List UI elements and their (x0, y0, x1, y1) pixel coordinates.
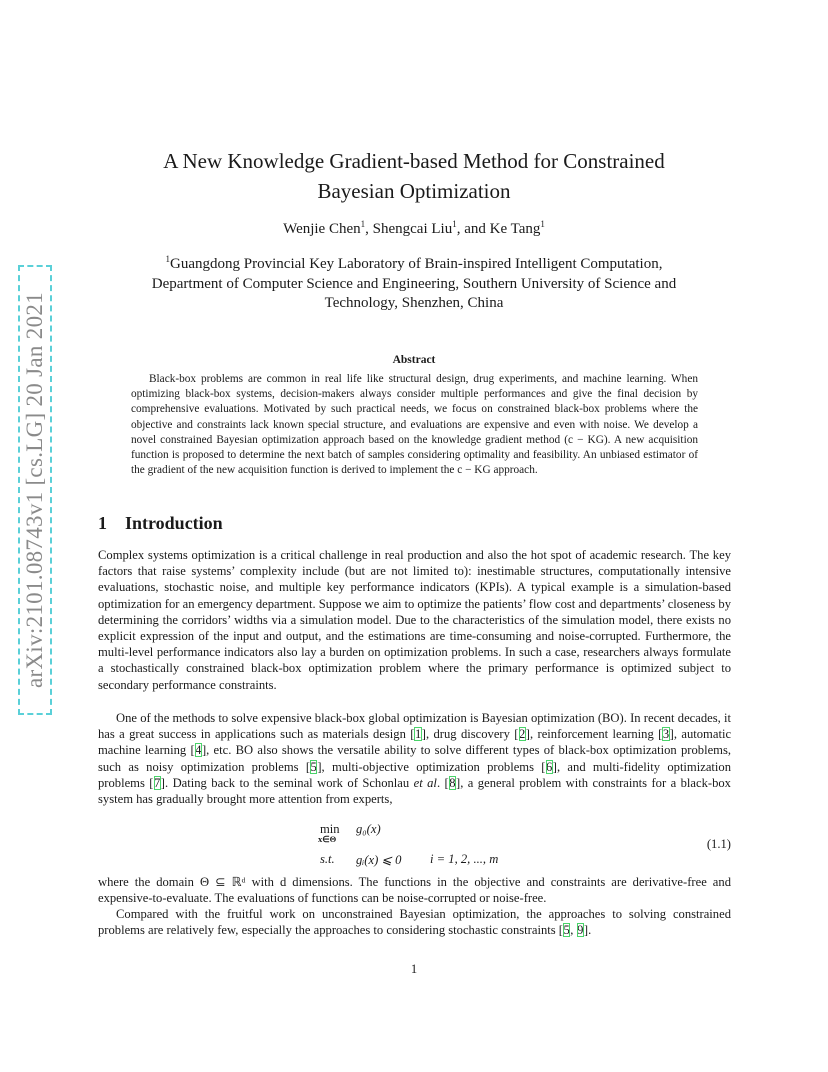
equation-subject-to: s.t. (320, 852, 335, 866)
paper-title (100, 146, 728, 206)
author-name: Ke Tang (489, 221, 541, 237)
paragraph-1: Complex systems optimization is a critical challenge in real production and also the hot spot of academic research. The key factors that raise systems’ complexity include (but are not limited to): inestimable structures, computationally intensive evaluations, stochastic noise, and multiple key performance indicators (KPIs). A typical example is a simulation-based optimization for an emergency department. Suppose we aim to optimize the patients’ flow cost and departments’ closeness by determining the corridors’ widths via a simulation model. Due to the characteristics of the simulation model, there exists no explicit expression of the input and output, and the estimations are time-consuming and noise-corrupted. Furthermore, the multi-level performance indicators also lay a burden on optimization problems. In such a case, researchers always formulate a stochastically constrained black-box optimization problem where the primary performance is optimized subject to secondary performance constraints. (98, 548, 732, 692)
section-title: Introduction (125, 513, 223, 533)
equation-constraint-row (320, 852, 499, 867)
affiliation-line-2: Department of Computer Science and Engineering, Southern University of Science and (151, 275, 677, 292)
equation-min-subscript: x∈Θ (318, 834, 337, 844)
author-affil-mark: 1 (360, 219, 366, 229)
author-affil-mark: 1 (540, 219, 545, 229)
equation-min-operator: min (320, 822, 340, 836)
affiliation-line-3: Technology, Shenzhen, China (324, 295, 504, 311)
author-name: Shengcai Liu (372, 221, 453, 237)
affiliation-mark: 1 (165, 254, 171, 264)
equation-constraint: gᵢ(x) ⩽ 0 (356, 853, 402, 867)
affiliation (100, 255, 728, 314)
citation-link[interactable]: 5 (310, 759, 317, 774)
citation-link[interactable]: 3 (662, 727, 670, 742)
citation-link[interactable]: 6 (546, 759, 553, 774)
equation-objective: g₀(x) (356, 822, 381, 836)
citation-link[interactable]: 1 (414, 727, 422, 742)
paragraph-3: where the domain Θ ⊆ ℝᵈ with d dimensions. The functions in the objective and constraints are derivative-free and expensive-to-evaluate. The evaluations of functions can be noise-corrupted or noise-free. (98, 875, 731, 906)
citation-link[interactable]: 7 (154, 775, 161, 790)
citation-link[interactable]: 4 (195, 743, 202, 758)
author-list (100, 221, 728, 238)
abstract-heading: Abstract (392, 354, 436, 366)
equation-number: (1.1) (706, 837, 731, 851)
citation-link[interactable]: 5 (563, 923, 570, 938)
arxiv-identifier[interactable]: arXiv:2101.08743v1 [cs.LG] 20 Jan 2021 (22, 292, 47, 688)
page-number: 1 (410, 962, 418, 976)
section-heading (98, 513, 223, 534)
citation-link[interactable]: 2 (519, 727, 526, 742)
citation-link[interactable]: 8 (449, 775, 456, 790)
citation-link[interactable]: 9 (577, 923, 584, 938)
abstract-text: Black-box problems are common in real life like structural design, drug experiments, and machine learning. When optimizing black-box systems, decision-makers always consider multiple performances and give the final decision by comprehensive evaluations. Motivated by such practical needs, we focus on constrained black-box problems where the objective and constraints lack known special structure, and evaluations are expensive and even with noise. We develop a novel constrained Bayesian optimization approach based on the knowledge gradient method (c − KG). A new acquisition function is proposed to determine the next batch of samples considering optimality and feasibility. An unbiased estimator of the gradient of the new acquisition function is derived to implement the c − KG approach. (131, 373, 698, 477)
equation-index-range: i = 1, 2, ..., m (430, 852, 499, 866)
author-separator: , and (456, 221, 490, 237)
equation-1-1 (98, 822, 731, 870)
author-name: Wenjie Chen (283, 221, 361, 237)
paragraph-4: Compared with the fruitful work on unconstrained Bayesian optimization, the approaches to solving constrained problems are relatively few, especially the approaches to considering stochastic constraints [5, 9]. (98, 907, 731, 938)
paragraph-2: One of the methods to solve expensive black-box global optimization is Bayesian optimization (BO). In recent decades, it has a great success in applications such as materials design [1], drug discovery [2], reinforcement learning [3], automatic machine learning [4], etc. BO also shows the versatile ability to solve different types of black-box optimization problems, such as noisy optimization problems [5], multi-objective optimization problems [6], and multi-fidelity optimization problems [7]. Dating back to the seminal work of Schonlau et al. [8], a general problem with constraints for a black-box system has gradually brought more attention from experts, (98, 711, 732, 807)
author-affil-mark: 1 (452, 219, 457, 229)
section-number: 1 (98, 513, 107, 533)
title-line-1: A New Knowledge Gradient-based Method for Constrained (163, 149, 665, 173)
author-separator: , (365, 221, 373, 237)
title-line-2: Bayesian Optimization (317, 179, 511, 203)
et-al: et al (413, 775, 437, 790)
affiliation-line-1: $^1$Guangdong Provincial Key Laboratory of Brain-inspired Intelligent Computation, (165, 254, 663, 272)
